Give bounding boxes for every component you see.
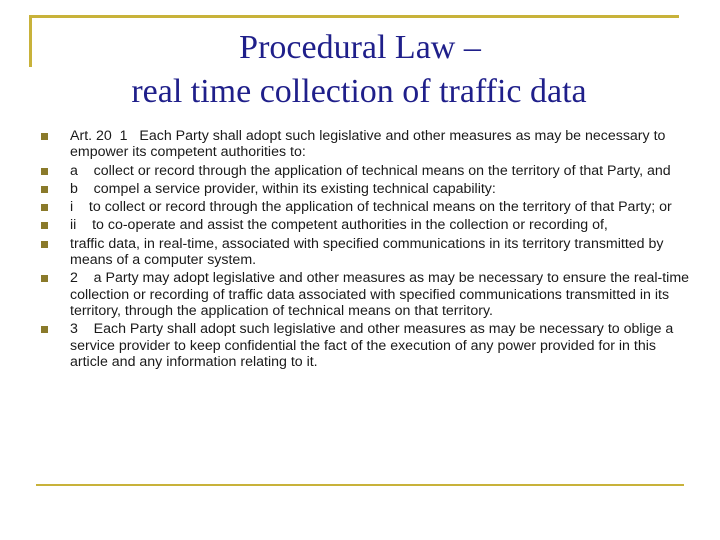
square-bullet-icon	[41, 168, 48, 175]
square-bullet-icon	[41, 275, 48, 282]
slide-title	[0, 26, 720, 114]
decorative-top-rule	[29, 15, 679, 18]
list-item-text: ii to co-operate and assist the competent authorities in the collection or recording of,	[70, 217, 608, 234]
list-item	[41, 163, 696, 179]
list-item-text: b compel a service provider, within its existing technical capability:	[70, 180, 496, 197]
square-bullet-icon	[41, 222, 48, 229]
list-item	[41, 321, 696, 370]
decorative-bottom-rule	[36, 484, 684, 486]
title-line-1: Procedural Law –	[239, 29, 481, 66]
list-item-text: 2 a Party may adopt legislative and other measures as may be necessary to ensure the real-time collection or recording of traffic data associated with specified communications transmitted in its territory, through the application of technical means on that territory.	[70, 270, 693, 319]
square-bullet-icon	[41, 241, 48, 248]
list-item-text: 3 Each Party shall adopt such legislative and other measures as may be necessary to oblige a service provider to keep confidential the fact of the execution of any power provided for in this article and any information relating to it.	[70, 321, 678, 370]
square-bullet-icon	[41, 204, 48, 211]
list-item	[41, 270, 696, 319]
list-item-text: Art. 20 1 Each Party shall adopt such legislative and other measures as may be necessary to empower its competent authorities to:	[70, 128, 670, 161]
bullet-list	[41, 128, 696, 372]
square-bullet-icon	[41, 186, 48, 193]
list-item-text: i to collect or record through the application of technical means on the territory of that Party; or	[70, 199, 672, 216]
list-item	[41, 236, 696, 269]
list-item-text: traffic data, in real-time, associated with specified communications in its territory transmitted by means of a computer system.	[70, 235, 668, 269]
list-item	[41, 181, 696, 197]
list-item-text: a collect or record through the application of technical means on the territory of that Party, and	[70, 162, 671, 179]
list-item	[41, 128, 696, 161]
list-item	[41, 217, 696, 233]
square-bullet-icon	[41, 133, 48, 140]
list-item	[41, 199, 696, 215]
title-line-2: real time collection of traffic data	[131, 73, 587, 110]
square-bullet-icon	[41, 326, 48, 333]
